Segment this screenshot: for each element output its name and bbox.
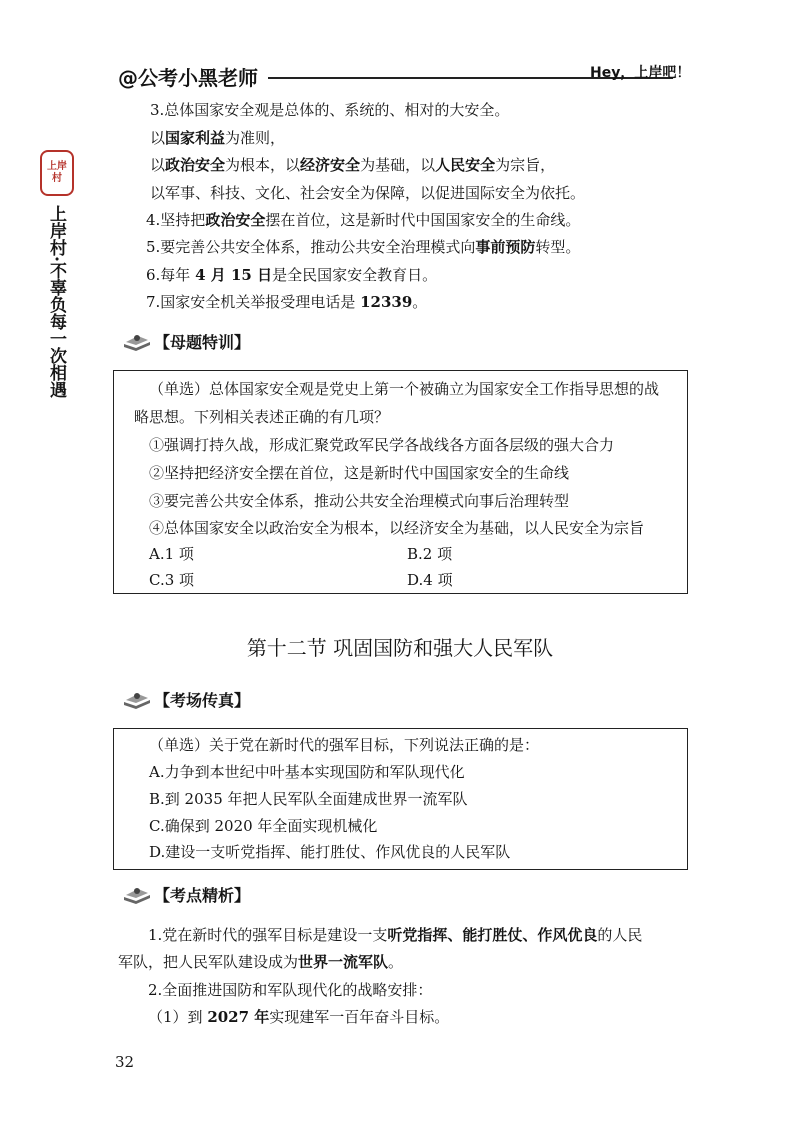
chapter-section-title: 第十二节 巩固国防和强大人民军队 xyxy=(246,636,554,660)
point-line: 以军事、科技、文化、社会安全为保障，以促进国际安全为依托。 xyxy=(150,184,586,202)
book-icon xyxy=(122,332,152,352)
question-box-training xyxy=(113,370,688,594)
book-icon xyxy=(122,690,152,710)
statement-item: ③要完善公共安全体系，推动公共安全治理模式向事后治理转型 xyxy=(149,492,570,510)
analysis-paragraph: （1）到 2027 年实现建军一百年奋斗目标。 xyxy=(148,1008,450,1026)
question-stem: 略思想。下列相关表述正确的有几项？ xyxy=(134,408,390,426)
point-line: 6.每年 4 月 15 日是全民国家安全教育日。 xyxy=(146,266,438,284)
point-line: 以政治安全为根本，以经济安全为基础，以人民安全为宗旨， xyxy=(150,156,556,174)
option-c: C.确保到 2020 年全面实现机械化 xyxy=(149,817,378,835)
statement-item: ②坚持把经济安全摆在首位，这是新时代中国国家安全的生命线 xyxy=(149,464,570,482)
section-label: 【考场传真】 xyxy=(154,691,251,710)
section-heading-exam xyxy=(122,688,250,711)
option-c: C.3 项 xyxy=(149,571,195,589)
question-stem: （单选）总体国家安全观是党史上第一个被确立为国家安全工作指导思想的战 xyxy=(149,380,660,398)
option-b: B.2 项 xyxy=(407,545,453,563)
statement-item: ①强调打持久战，形成汇聚党政军民学各战线各方面各层级的强大合力 xyxy=(149,436,615,454)
section-heading-training xyxy=(122,330,250,353)
option-a: A.1 项 xyxy=(149,545,194,563)
statement-item: ④总体国家安全以政治安全为根本，以经济安全为基础，以人民安全为宗旨 xyxy=(149,519,645,537)
point-line: 以国家利益为准则， xyxy=(150,129,286,147)
analysis-paragraph: 军队，把人民军队建设成为世界一流军队。 xyxy=(118,953,404,971)
question-box-exam xyxy=(113,728,688,870)
option-a: A.力争到本世纪中叶基本实现国防和军队现代化 xyxy=(149,763,465,781)
seal-stamp xyxy=(40,150,74,196)
header-brand: @公考小黑老师 xyxy=(118,66,258,90)
point-line: 5.要完善公共安全体系，推动公共安全治理模式向事前预防转型。 xyxy=(146,238,581,256)
header-slogan: Hey，上岸吧！ xyxy=(590,65,691,81)
section-heading-analysis xyxy=(122,883,250,906)
point-line: 3.总体国家安全观是总体的、系统的、相对的大安全。 xyxy=(150,101,510,119)
option-b: B.到 2035 年把人民军队全面建成世界一流军队 xyxy=(149,790,468,808)
side-slogan: 上岸村·不辜负每一次相遇 xyxy=(46,205,66,398)
point-line: 4.坚持把政治安全摆在首位，这是新时代中国国家安全的生命线。 xyxy=(146,211,581,229)
section-label: 【考点精析】 xyxy=(154,886,251,905)
option-d: D.建设一支听党指挥、能打胜仗、作风优良的人民军队 xyxy=(149,843,511,861)
point-line: 7.国家安全机关举报受理电话是 12339。 xyxy=(146,293,428,311)
page-number: 32 xyxy=(115,1053,135,1071)
seal-text: 上岸 xyxy=(47,161,67,172)
option-d: D.4 项 xyxy=(407,571,453,589)
section-label: 【母题特训】 xyxy=(154,333,251,352)
question-stem: （单选）关于党在新时代的强军目标，下列说法正确的是： xyxy=(149,736,540,754)
analysis-paragraph: 1.党在新时代的强军目标是建设一支听党指挥、能打胜仗、作风优良的人民 xyxy=(148,926,643,944)
book-icon xyxy=(122,885,152,905)
seal-text-2: 村 xyxy=(52,173,62,184)
analysis-paragraph: 2.全面推进国防和军队现代化的战略安排： xyxy=(148,981,433,999)
